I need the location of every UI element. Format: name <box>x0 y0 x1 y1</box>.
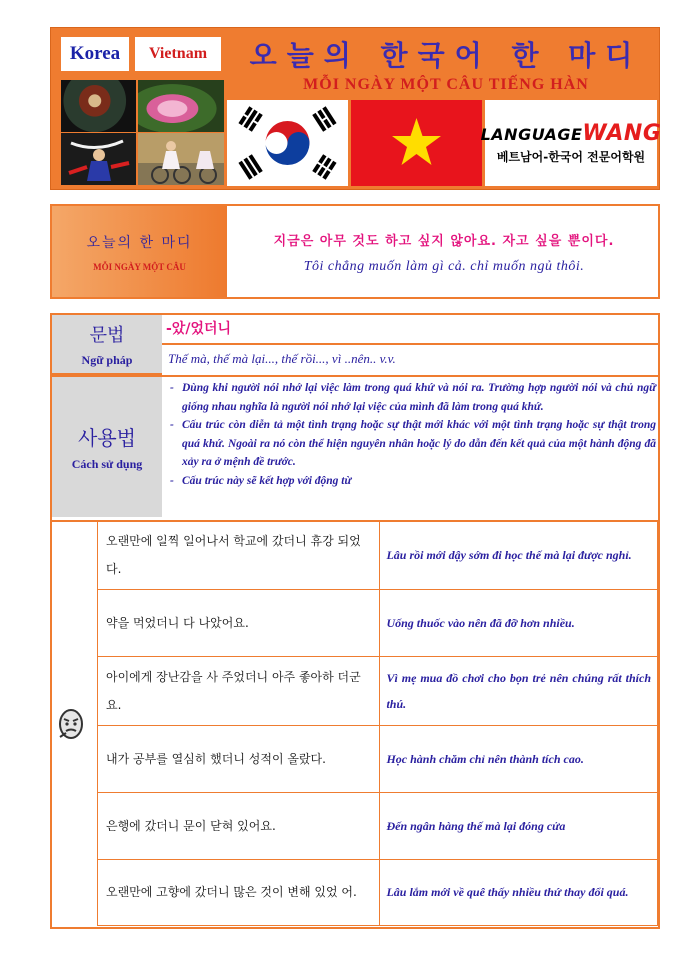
divider <box>162 343 658 345</box>
example-vietnamese: Uống thuốc vào nên đã đỡ hơn nhiều. <box>380 589 658 656</box>
example-vietnamese: Lâu lắm mới về quê thấy nhiều thứ thay đổi quá. <box>380 859 658 925</box>
table-row <box>98 522 658 589</box>
example-vietnamese: Vì mẹ mua đồ chơi cho bọn trẻ nên chúng rất thích thú. <box>380 656 658 725</box>
table-row <box>98 589 658 656</box>
korea-flag <box>227 100 348 186</box>
vietnamese-cyclists-photo <box>138 133 224 185</box>
language-wang-logo <box>480 100 662 186</box>
grammar-label-vietnamese: Ngữ pháp <box>81 352 133 367</box>
examples-table <box>97 522 658 926</box>
title-vietnamese: MỖI NGÀY MỘT CÂU TIẾNG HÀN <box>303 76 589 93</box>
phrase-label-panel <box>52 206 227 297</box>
thinking-face-icon <box>58 707 84 741</box>
title-korean: 오늘의 한국어 한 마디 <box>249 39 643 72</box>
usage-item: - Dùng khi người nói nhớ lại việc làm trong quá khứ và nói ra. Trường hợp người nói và chủ ngữ giống nhau nghĩa là người nói nhớ lại việc của mình đã làm trong quá khứ. <box>166 379 656 416</box>
example-korean: 약을 먹었더니 다 나았어요. <box>98 589 380 656</box>
examples-area <box>52 520 658 927</box>
grammar-meaning: Thế mà, thế mà lại..., thế rồi..., vì ..nên.. v.v. <box>168 351 396 366</box>
example-korean: 내가 공부를 열심히 했더니 성적이 올랐다. <box>98 725 380 792</box>
example-korean: 오랜만에 고향에 갔더니 많은 것이 변해 있었 어. <box>98 859 380 925</box>
header-banner <box>50 27 660 190</box>
korean-dancer-photo <box>61 133 136 185</box>
table-row <box>98 859 658 925</box>
usage-label-cell <box>52 377 162 517</box>
logo-wang-text: WANG <box>582 121 662 146</box>
usage-list <box>166 379 656 490</box>
phrase-label-korean: 오늘의 한 마디 <box>86 234 193 251</box>
logo-language-text: LANGUAGE <box>480 125 583 144</box>
phrase-sentence-korean: 지금은 아무 것도 하고 싶지 않아요. 자고 싶을 뿐이다. <box>273 234 615 249</box>
example-vietnamese: Học hành chăm chỉ nên thành tích cao. <box>380 725 658 792</box>
grammar-label-cell <box>52 315 162 375</box>
grammar-box <box>50 313 660 929</box>
phrase-of-the-day-box <box>50 204 660 299</box>
logo-subtitle: 베트남어-한국어 전문어학원 <box>496 150 646 164</box>
phrase-label-vietnamese: MỖI NGÀY MỘT CÂU <box>93 261 186 272</box>
korea-label: Korea <box>61 37 129 71</box>
usage-label-vietnamese: Cách sử dụng <box>71 457 143 471</box>
usage-item: - Cấu trúc này sẽ kết hợp với động từ <box>166 472 656 491</box>
usage-item: - Cấu trúc còn diễn tả một tình trạng hoặc sự thật mới khác với một tình trạng hoặc sự thật trong quá khứ. Ngoài ra nó còn thể hiện nguyên nhân hoặc lý do dẫn đến kết quả của một hành động đã xảy ra ở mệnh đề trước. <box>166 416 656 472</box>
example-vietnamese: Lâu rồi mới dậy sớm đi học thế mà lại được nghỉ. <box>380 522 658 589</box>
example-vietnamese: Đến ngân hàng thế mà lại đóng cửa <box>380 792 658 859</box>
example-korean: 아이에게 장난감을 사 주었더니 아주 좋아하 더군요. <box>98 656 380 725</box>
vietnam-label: Vietnam <box>135 37 221 71</box>
table-row <box>98 656 658 725</box>
example-korean: 은행에 갔더니 문이 닫혀 있어요. <box>98 792 380 859</box>
vietnam-flag <box>351 100 482 186</box>
korean-mask-dancer-photo <box>61 80 136 132</box>
lotus-flower-photo <box>138 80 224 132</box>
grammar-label-korean: 문법 <box>89 324 125 346</box>
example-korean: 오랜만에 일찍 일어나서 학교에 갔더니 휴강 되었다. <box>98 522 380 589</box>
table-row <box>98 792 658 859</box>
grammar-pattern: -았/었더니 <box>166 321 232 337</box>
usage-label-korean: 사용법 <box>78 426 136 450</box>
table-row <box>98 725 658 792</box>
phrase-sentence-vietnamese: Tôi chẳng muốn làm gì cả. chỉ muốn ngủ thôi. <box>303 259 585 274</box>
